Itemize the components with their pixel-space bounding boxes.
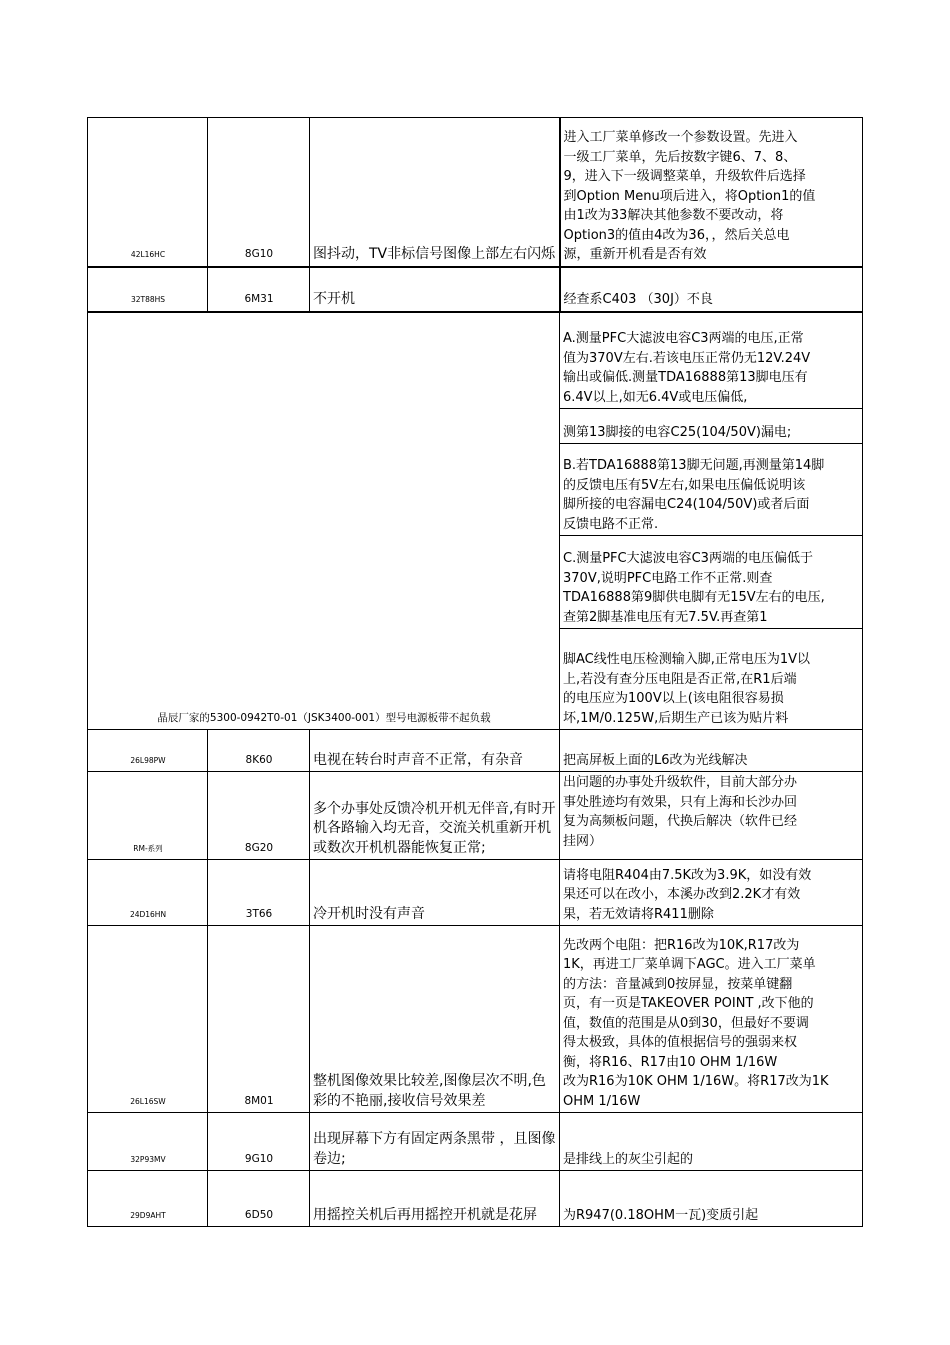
fix-line: Option3的值由4改为36，，然后关总电 [563, 227, 790, 243]
fix-line: 测第13脚接的电容C25(104/50V)漏电; [563, 424, 792, 440]
fix-line: 事处胜迹均有效果，只有上海和长沙办回 [563, 794, 798, 810]
model-cell: 29D9AHT [88, 1171, 208, 1227]
fault-code-cell: 8G10 [208, 118, 310, 267]
fault-code-cell: 3T66 [208, 860, 310, 926]
table-row [88, 312, 863, 409]
fix-line: 反馈电路不正常. [563, 516, 659, 532]
table-row [88, 860, 863, 926]
table-row [88, 772, 863, 860]
fix-line: 果，若无效请将R411删除 [563, 906, 714, 922]
fix-cell [560, 1171, 863, 1227]
fix-line: 的反馈电压有5V左右,如果电压偏低说明该 [563, 477, 806, 493]
fix-line: 复为高频板问题，代换后解决（软件已经 [563, 814, 798, 829]
fix-line: TDA16888第9脚供电脚有无15V左右的电压, [563, 590, 825, 605]
fault-code-cell: 6M31 [208, 267, 310, 312]
fix-line: 370V,说明PFC电路工作不正常.则查 [563, 570, 773, 586]
model-cell: 26L16SW [88, 926, 208, 1113]
fix-step-cell [560, 629, 863, 730]
fix-step-cell [560, 536, 863, 629]
fix-step-cell [560, 444, 863, 536]
fix-line: 6.4V以上,如无6.4V或电压偏低, [563, 389, 748, 405]
symptom-cell: 冷开机时没有声音 [310, 860, 560, 926]
fix-cell [560, 860, 863, 926]
model-cell: 24D16HN [88, 860, 208, 926]
fix-line: 页，有一页是TAKEOVER POINT ,改下他的 [563, 996, 814, 1011]
fix-line: 是排线上的灰尘引起的 [563, 1151, 694, 1167]
fault-code-cell: 9G10 [208, 1113, 310, 1171]
table-row [88, 926, 863, 1113]
fault-code-cell: 8G20 [208, 772, 310, 860]
symptom-cell: 电视在转台时声音不正常，有杂音 [310, 730, 560, 772]
fix-line: 坏,1M/0.125W,后期生产已该为贴片料 [563, 710, 789, 726]
fix-line: 的电压应为100V以上(该电阻很容易损 [563, 691, 784, 706]
fix-line: 衡，将R16、R17由10 OHM 1/16W [563, 1054, 778, 1070]
fix-line: 到Option Menu项后进入，将Option1的值 [563, 188, 816, 204]
fix-line: 为R947(0.18OHM一瓦)变质引起 [563, 1207, 759, 1223]
fix-cell [560, 926, 863, 1113]
fix-cell [560, 267, 863, 312]
power-board-fault-cell: 晶辰厂家的5300-0942T0-01（JSK3400-001）型号电源板带不起负载 [88, 312, 560, 730]
table-row [88, 1113, 863, 1171]
fix-cell [560, 1113, 863, 1171]
fix-line: 经查系C403 （30J）不良 [563, 292, 713, 307]
symptom-cell: 出现屏幕下方有固定两条黑带 ，且图像卷边; [310, 1113, 560, 1171]
fix-line: 脚所接的电容漏电C24(104/50V)或者后面 [563, 497, 810, 512]
table-row [88, 118, 863, 267]
fix-line: 值，数值的范围是从0到30，但最好不要调 [563, 1015, 809, 1031]
fix-step-cell [560, 312, 863, 409]
repair-table [87, 117, 863, 1227]
fix-line: 9，进入下一级调整菜单，升级软件后选择 [563, 169, 806, 184]
fix-line: 的方法：音量减到0按屏显，按菜单键翻 [563, 976, 793, 992]
fix-line: 脚AC线性电压检测输入脚,正常电压为1V以 [563, 652, 811, 667]
fix-line: 先改两个电阻：把R16改为10K,R17改为 [563, 937, 800, 953]
fix-line: B.若TDA16888第13脚无问题,再测量第14脚 [563, 458, 825, 473]
model-cell: 32P93MV [88, 1113, 208, 1171]
fix-line: 上,若没有查分压电阻是否正常,在R1后端 [563, 671, 797, 687]
fix-line: C.测量PFC大滤波电容C3两端的电压偏低于 [563, 551, 813, 566]
fix-line: 一级工厂菜单，先后按数字键6、7、8、 [563, 149, 797, 165]
fix-line: 把高屏板上面的L6改为光线解决 [563, 752, 748, 768]
fix-line: 挂网） [563, 833, 603, 849]
fix-line: 请将电阻R404由7.5K改为3.9K，如没有效 [563, 867, 812, 883]
symptom-cell: 用摇控关机后再用摇控开机就是花屏 [310, 1171, 560, 1227]
model-cell: 26L98PW [88, 730, 208, 772]
fault-code-cell: 6D50 [208, 1171, 310, 1227]
fix-line: 1K，再进工厂菜单调下AGC。进入工厂菜单 [563, 957, 816, 972]
fix-line: 得太极致，具体的值根据信号的强弱来权 [563, 1035, 798, 1050]
fix-line: A.测量PFC大滤波电容C3两端的电压,正常 [563, 331, 804, 346]
symptom-cell: 图抖动，TV非标信号图像上部左右闪烁 [310, 118, 560, 267]
model-cell: 32T88HS [88, 267, 208, 312]
fault-code-cell: 8K60 [208, 730, 310, 772]
fix-line: 进入工厂菜单修改一个参数设置。先进入 [563, 130, 798, 145]
symptom-cell: 整机图像效果比较差,图像层次不明,色彩的不艳丽,接收信号效果差 [310, 926, 560, 1113]
fix-line: OHM 1/16W [563, 1093, 641, 1109]
fix-line: 出问题的办事处升级软件，目前大部分办 [563, 775, 798, 790]
table-row [88, 267, 863, 312]
table-row [88, 730, 863, 772]
symptom-cell: 多个办事处反馈冷机开机无伴音,有时开机各路输入均无音，交流关机重新开机或数次开机机器能恢复正常; [310, 772, 560, 860]
fix-line: 查第2脚基准电压有无7.5V.再查第1 [563, 609, 768, 625]
fix-line: 值为370V左右.若该电压正常仍无12V.24V [563, 350, 811, 366]
symptom-cell: 不开机 [310, 267, 560, 312]
fix-cell [560, 730, 863, 772]
fix-line: 输出或偏低.测量TDA16888第13脚电压有 [563, 370, 808, 385]
fix-cell [560, 118, 863, 267]
model-cell: 42L16HC [88, 118, 208, 267]
fix-cell [560, 772, 863, 860]
model-cell: RM-系列 [88, 772, 208, 860]
fix-line: 改为R16为10K OHM 1/16W。将R17改为1K [563, 1074, 829, 1089]
fix-line: 源，重新开机看是否有效 [563, 247, 707, 262]
fix-step-cell [560, 409, 863, 444]
table-row [88, 1171, 863, 1227]
fix-line: 由1改为33解决其他参数不要改动，将 [563, 208, 784, 223]
fix-line: 果还可以在改小，本溪办改到2.2K才有效 [563, 887, 801, 902]
fault-code-cell: 8M01 [208, 926, 310, 1113]
